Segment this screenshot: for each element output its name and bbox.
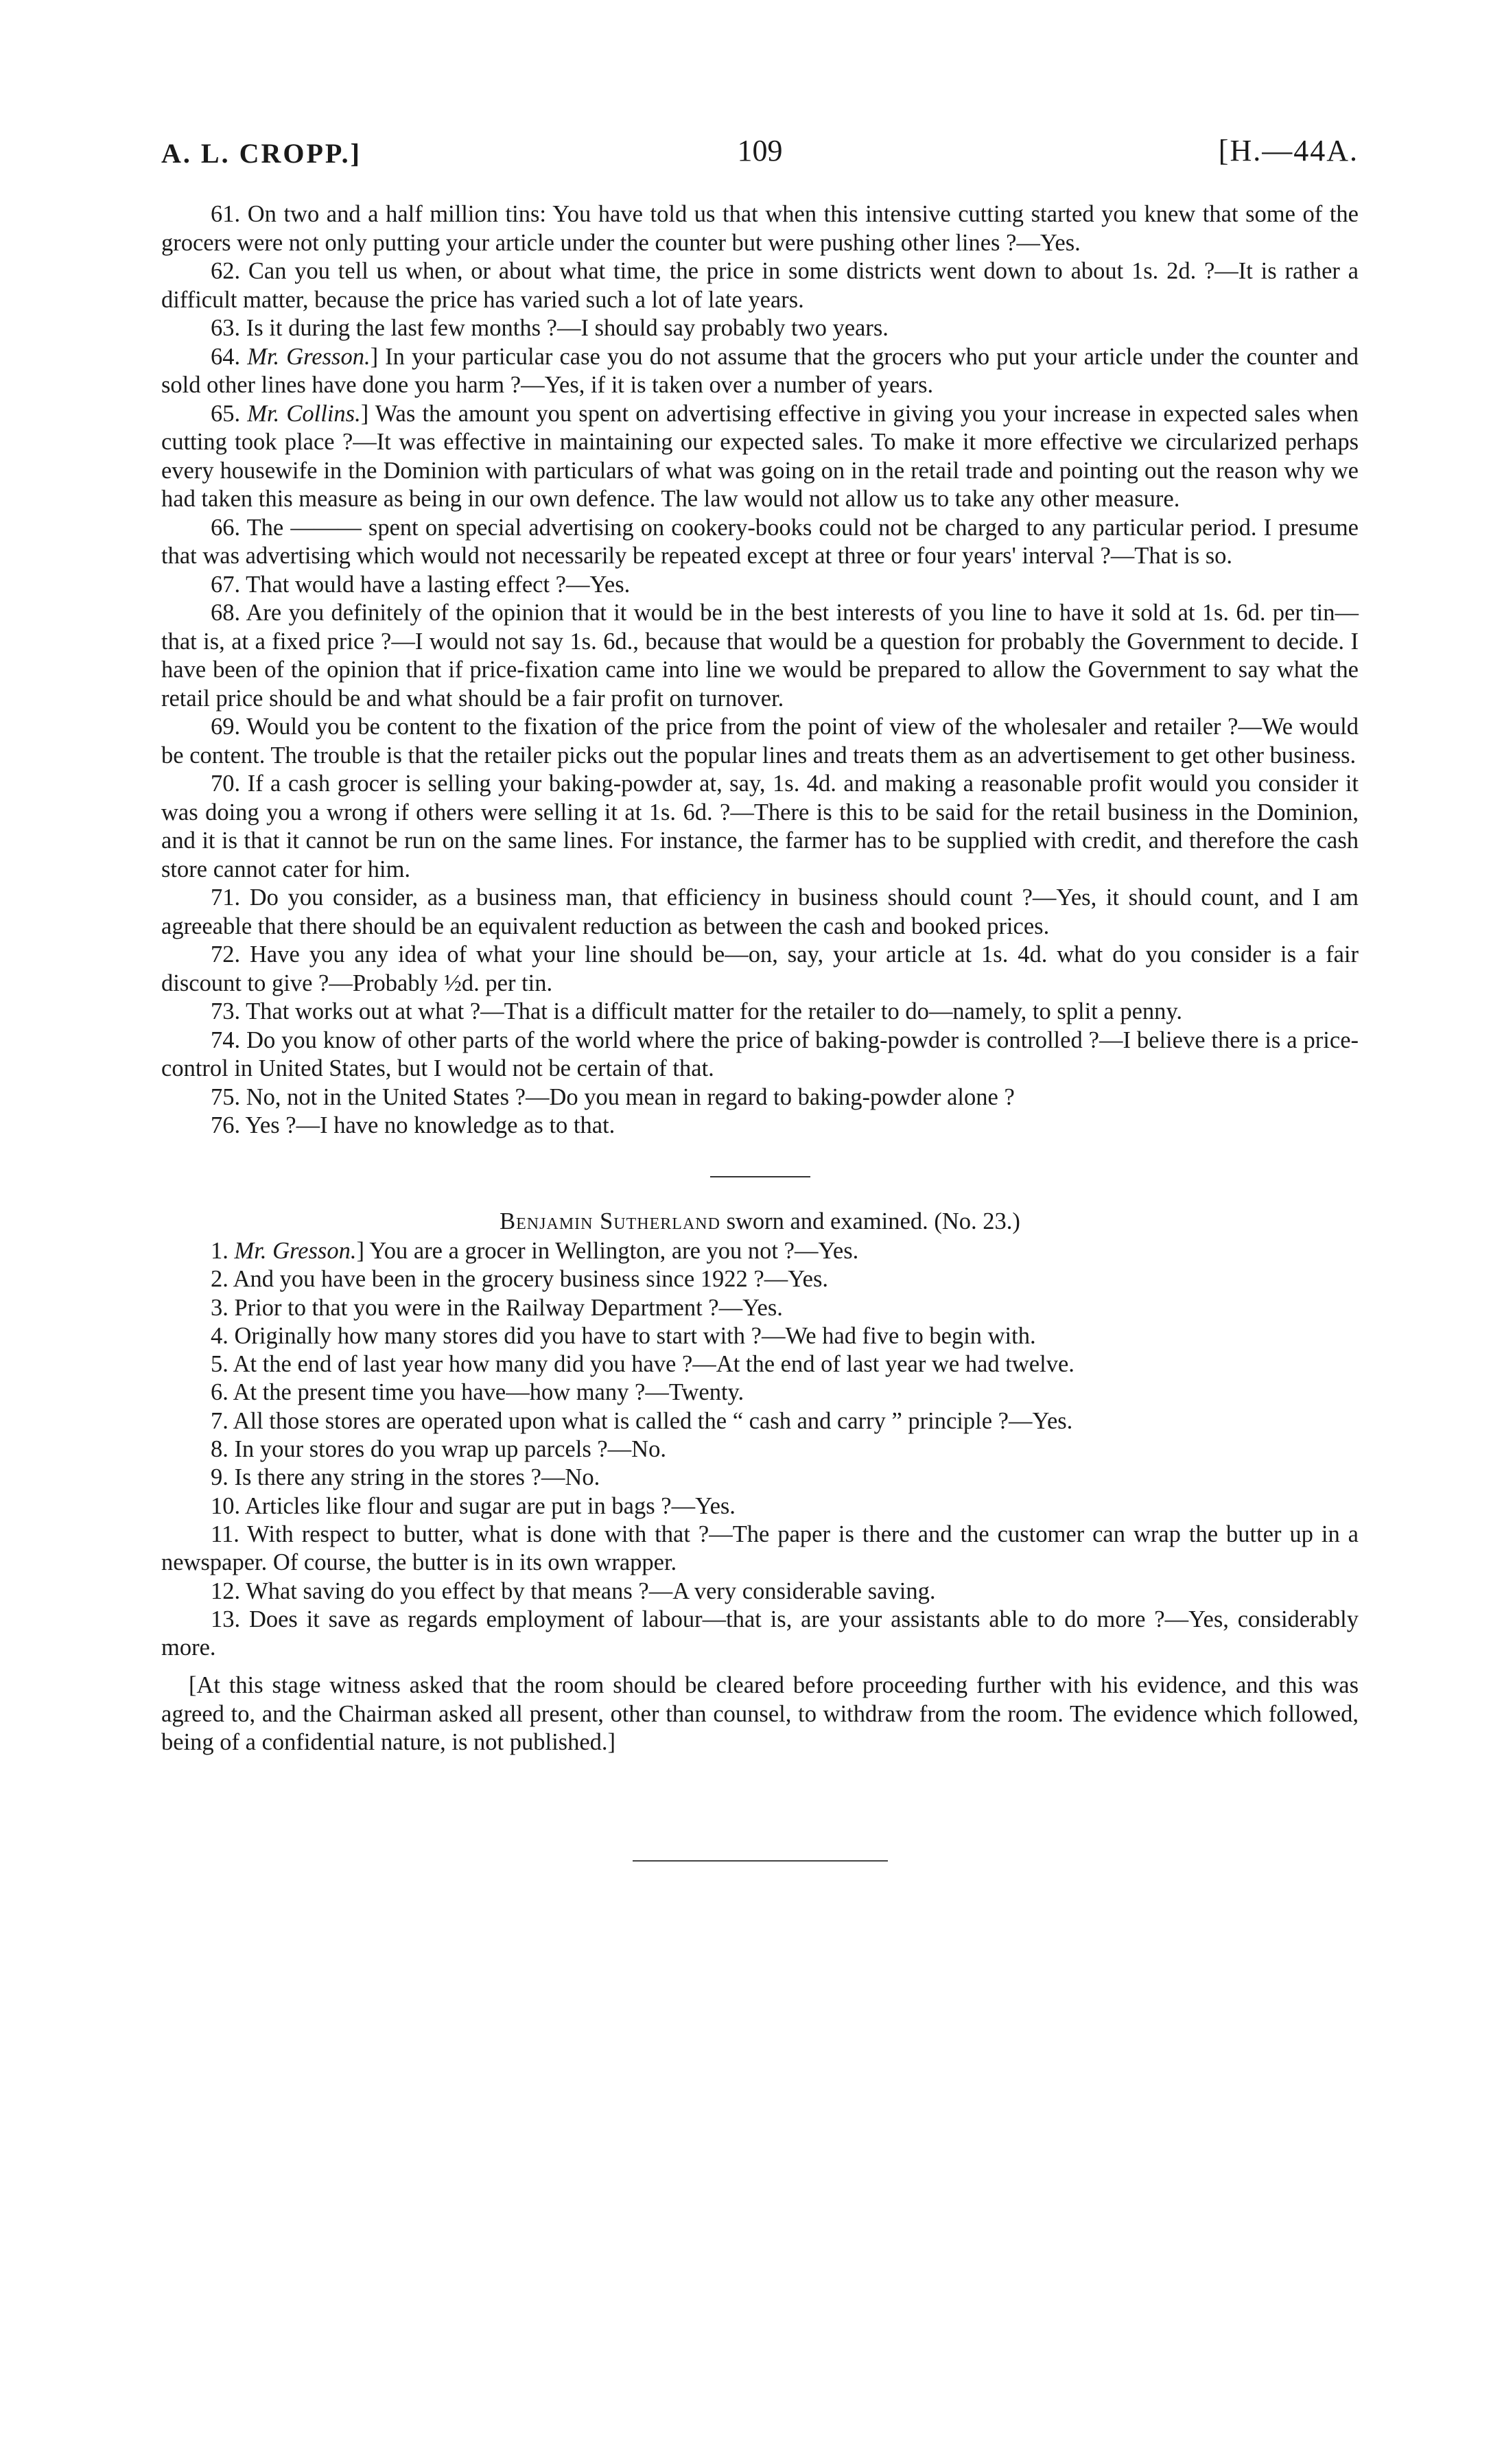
question-text: ] You are a grocer in Wellington, are you not ?—Yes. [356, 1238, 859, 1264]
question-4: 4. Originally how many stores did you have to start with ?—We had five to begin with. [211, 1322, 1036, 1349]
question-11: 11. With respect to butter, what is done with that ?—The paper is there and the customer can wrap the butter up in a newspaper. Of course, the butter is in its own wrapper. [161, 1521, 1359, 1576]
evidence-section-cropp [161, 200, 1359, 1140]
question-8: 8. In your stores do you wrap up parcels ?—No. [211, 1436, 666, 1463]
question-12: 12. What saving do you effect by that means ?—A very considerable saving. [211, 1577, 936, 1604]
header-paper-reference: [H.—44A. [1218, 134, 1359, 167]
header-witness-name: A. L. CROPP.] [161, 138, 362, 169]
closing-note: [At this stage witness asked that the room should be cleared before proceeding further with his evidence, and this was agreed to, and the Chairman asked all present, other than counsel, to withdraw from the room. The evidence which followed, being of a confidential nature, is not published.] [161, 1672, 1359, 1756]
speaker-name: Mr. Gresson. [247, 343, 371, 370]
question-number: 65. [211, 400, 241, 427]
question-13: 13. Does it save as regards employment of labour—that is, are your assistants able to do more ?—Yes, considerably more. [161, 1606, 1359, 1661]
document-body [161, 200, 1359, 1862]
question-75: 75. No, not in the United States ?—Do you mean in regard to baking-powder alone ? [211, 1083, 1015, 1110]
question-1 [161, 1237, 1359, 1265]
section-divider [710, 1176, 810, 1177]
question-number: 1. [211, 1238, 228, 1264]
question-70: 70. If a cash grocer is selling your baking-powder at, say, 1s. 4d. and making a reasonable profit would you consider it was doing you a wrong if others were selling it at 1s. 6d. ?—There is this to be said for the retail business in the Dominion, and it is that it cannot be run on the same lines. For instance, the farmer has to be supplied with credit, and therefore the cash store cannot cater for him. [161, 771, 1359, 882]
speaker-name: Mr. Gresson. [234, 1238, 357, 1264]
question-7: 7. All those stores are operated upon what is called the “ cash and carry ” principle ?—Yes. [211, 1407, 1073, 1434]
witness-name: Benjamin Sutherland [500, 1208, 720, 1234]
question-68: 68. Are you definitely of the opinion that it would be in the best interests of you line to have it sold at 1s. 6d. per tin—that is, at a fixed price ?—I would not say 1s. 6d., because that would be a question for probably the Government to decide. I have been of the opinion that if price-fixation came into line we would be prepared to allow the Government to say what the retail price should be and what should be a fair profit on turnover. [161, 600, 1359, 712]
question-2: 2. And you have been in the grocery business since 1922 ?—Yes. [211, 1266, 829, 1293]
question-number: 64. [211, 343, 241, 370]
page-number: 109 [737, 134, 783, 167]
question-64 [161, 343, 1359, 400]
question-3: 3. Prior to that you were in the Railway Department ?—Yes. [211, 1294, 783, 1321]
page-header [161, 134, 1359, 178]
speaker-name: Mr. Collins. [247, 400, 361, 427]
question-65 [161, 400, 1359, 514]
question-63: 63. Is it during the last few months ?—I should say probably two years. [211, 315, 889, 341]
question-69: 69. Would you be content to the fixation of the price from the point of view of the wholesaler and retailer ?—We would be content. The trouble is that the retailer picks out the popular lines and treats them as an advertisement to get other business. [161, 714, 1359, 768]
end-rule [633, 1860, 888, 1862]
question-61: 61. On two and a half million tins: You have told us that when this intensive cutting started you knew that some of the grocers were not only putting your article under the counter but were pushing other lines ?—Yes. [161, 201, 1359, 256]
question-text: ] Was the amount you spent on advertising effective in giving you your increase in expected sales when cutting took place ?—It was effective in maintaining our expected sales. To make it more effective we circularized perhaps every housewife in the Dominion with particulars of what was going on in the retail trade and pointing out the reason why we had taken this measure as being in our own defence. The law would not allow us to take any other measure. [161, 400, 1359, 512]
question-76: 76. Yes ?—I have no knowledge as to that. [211, 1112, 615, 1138]
question-6: 6. At the present time you have—how many ?—Twenty. [211, 1379, 744, 1406]
question-73: 73. That works out at what ?—That is a difficult matter for the retailer to do—namely, to split a penny. [211, 998, 1183, 1024]
question-9: 9. Is there any string in the stores ?—No. [211, 1464, 600, 1491]
witness-heading-rest: sworn and examined. (No. 23.) [720, 1208, 1020, 1234]
question-74: 74. Do you know of other parts of the world where the price of baking-powder is controlled ?—I believe there is a price-control in United States, but I would not be certain of that. [161, 1026, 1359, 1081]
question-71: 71. Do you consider, as a business man, that efficiency in business should count ?—Yes, it should count, and I am agreeable that there should be an equivalent reduction as between the cash and booked prices. [161, 884, 1359, 939]
question-text: ] In your particular case you do not assume that the grocers who put your article under the counter and sold other lines have done you harm ?—Yes, if it is taken over a number of years. [161, 343, 1359, 398]
question-10: 10. Articles like flour and sugar are put in bags ?—Yes. [211, 1492, 736, 1519]
witness-heading [161, 1208, 1359, 1236]
question-66: 66. The ——— spent on special advertising on cookery-books could not be charged to any particular period. I presume that was advertising which would not necessarily be repeated except at three or four years' interval ?—That is so. [161, 514, 1359, 569]
question-67: 67. That would have a lasting effect ?—Yes. [211, 571, 631, 598]
question-72: 72. Have you any idea of what your line should be—on, say, your article at 1s. 4d. what do you consider is a fair discount to give ?—Probably ½d. per tin. [161, 941, 1359, 996]
question-62: 62. Can you tell us when, or about what time, the price in some districts went down to about 1s. 2d. ?—It is rather a difficult matter, because the price has varied such a lot of late years. [161, 258, 1359, 313]
evidence-section-sutherland [161, 1237, 1359, 1662]
question-5: 5. At the end of last year how many did you have ?—At the end of last year we had twelve. [211, 1351, 1075, 1378]
